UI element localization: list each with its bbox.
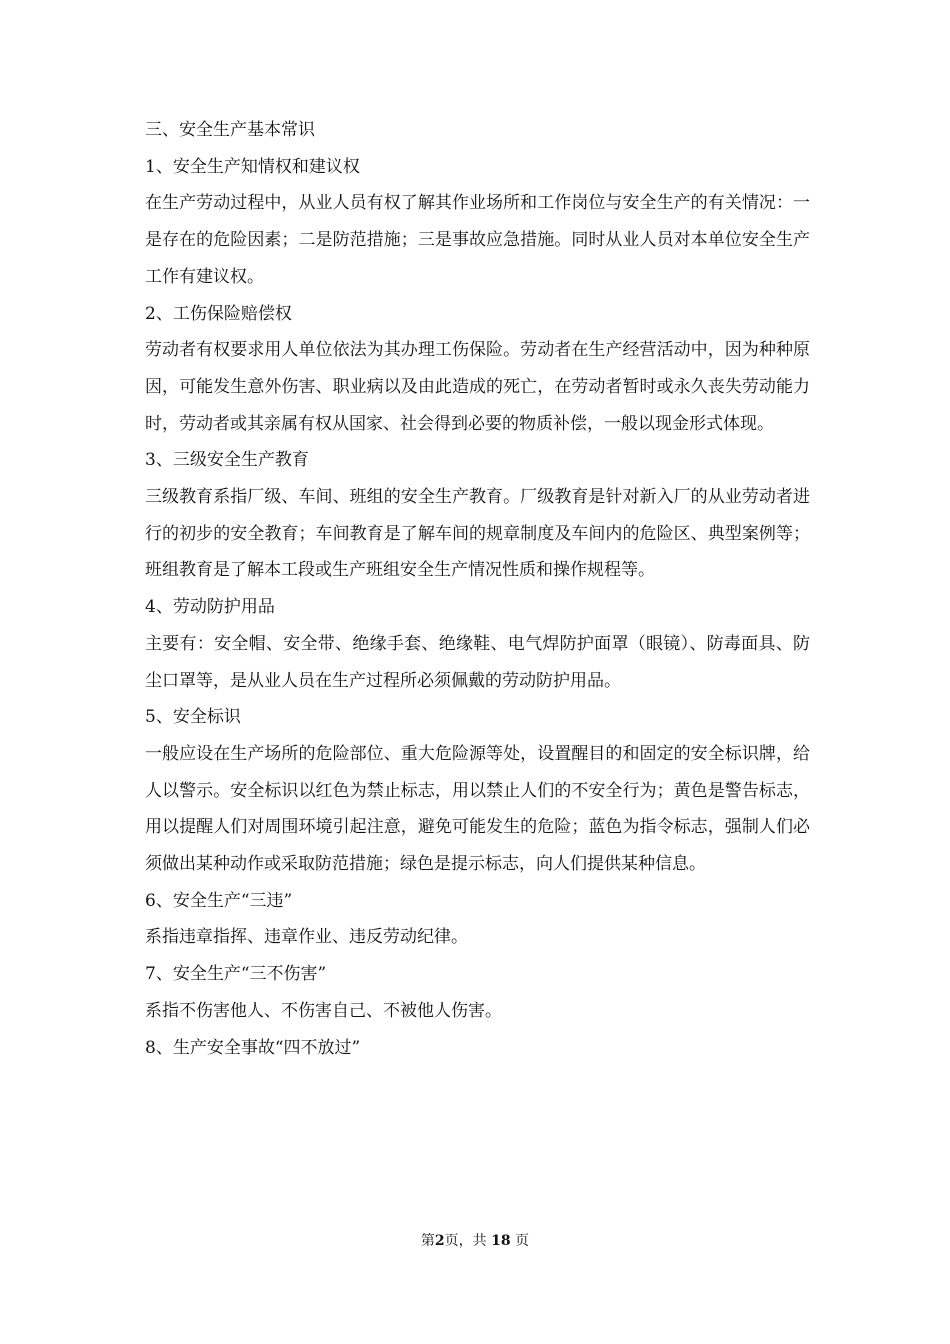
footer-page-number: 2 [434, 1233, 445, 1249]
page-footer [0, 1230, 950, 1250]
section-heading: 三、安全生产基本常识 [145, 120, 315, 140]
section-body-2: 劳动者有权要求用人单位依法为其办理工伤保险。劳动者在生产经营活动中，因为种种原因，可能发生意外伤害、职业病以及由此造成的死亡，在劳动者暂时或永久丧失劳动能力时，劳动者或其亲属有权从国家、社会得到必要的物质补偿，一般以现金形式体现。 [145, 340, 810, 434]
section-title-1: 1、安全生产知情权和建议权 [145, 156, 360, 177]
section-title-8: 8、生产安全事故“四不放过” [145, 1037, 361, 1058]
section-title-3: 3、三级安全生产教育 [145, 450, 309, 471]
section-title-4: 4、劳动防护用品 [145, 597, 275, 618]
section-title-6: 6、安全生产“三违” [145, 890, 293, 911]
section-body-3: 三级教育系指厂级、车间、班组的安全生产教育。厂级教育是针对新入厂的从业劳动者进行的初步的安全教育；车间教育是了解车间的规章制度及车间内的危险区、典型案例等；班组教育是了解本工段或生产班组安全生产情况性质和操作规程等。 [145, 487, 810, 581]
footer-total-pages: 18 [491, 1233, 511, 1249]
section-body-4: 主要有：安全帽、安全带、绝缘手套、绝缘鞋、电气焊防护面罩（眼镜）、防毒面具、防尘口罩等，是从业人员在生产过程所必须佩戴的劳动防护用品。 [145, 633, 810, 691]
section-body-5: 一般应设在生产场所的危险部位、重大危险源等处，设置醒目的和固定的安全标识牌，给人以警示。安全标识以红色为禁止标志，用以禁止人们的不安全行为；黄色是警告标志，用以提醒人们对周围环境引起注意，避免可能发生的危险；蓝色为指令标志，强制人们必须做出某种动作或采取防范措施；绿色是提示标志，向人们提供某种信息。 [145, 743, 810, 875]
document-content [145, 112, 810, 1066]
section-title-5: 5、安全标识 [145, 707, 241, 728]
section-body-1: 在生产劳动过程中，从业人员有权了解其作业场所和工作岗位与安全生产的有关情况：一是存在的危险因素；二是防范措施；三是事故应急措施。同时从业人员对本单位安全生产工作有建议权。 [145, 193, 810, 287]
footer-suffix: 页 [510, 1233, 530, 1249]
section-body-7: 系指不伤害他人、不伤害自己、不被他人伤害。 [145, 1000, 502, 1021]
section-title-2: 2、工伤保险赔偿权 [145, 303, 292, 324]
footer-prefix: 第 [420, 1233, 435, 1249]
section-title-7: 7、安全生产“三不伤害” [145, 964, 327, 985]
section-body-6: 系指违章指挥、违章作业、违反劳动纪律。 [145, 927, 468, 948]
footer-middle: 页，共 [444, 1233, 492, 1249]
